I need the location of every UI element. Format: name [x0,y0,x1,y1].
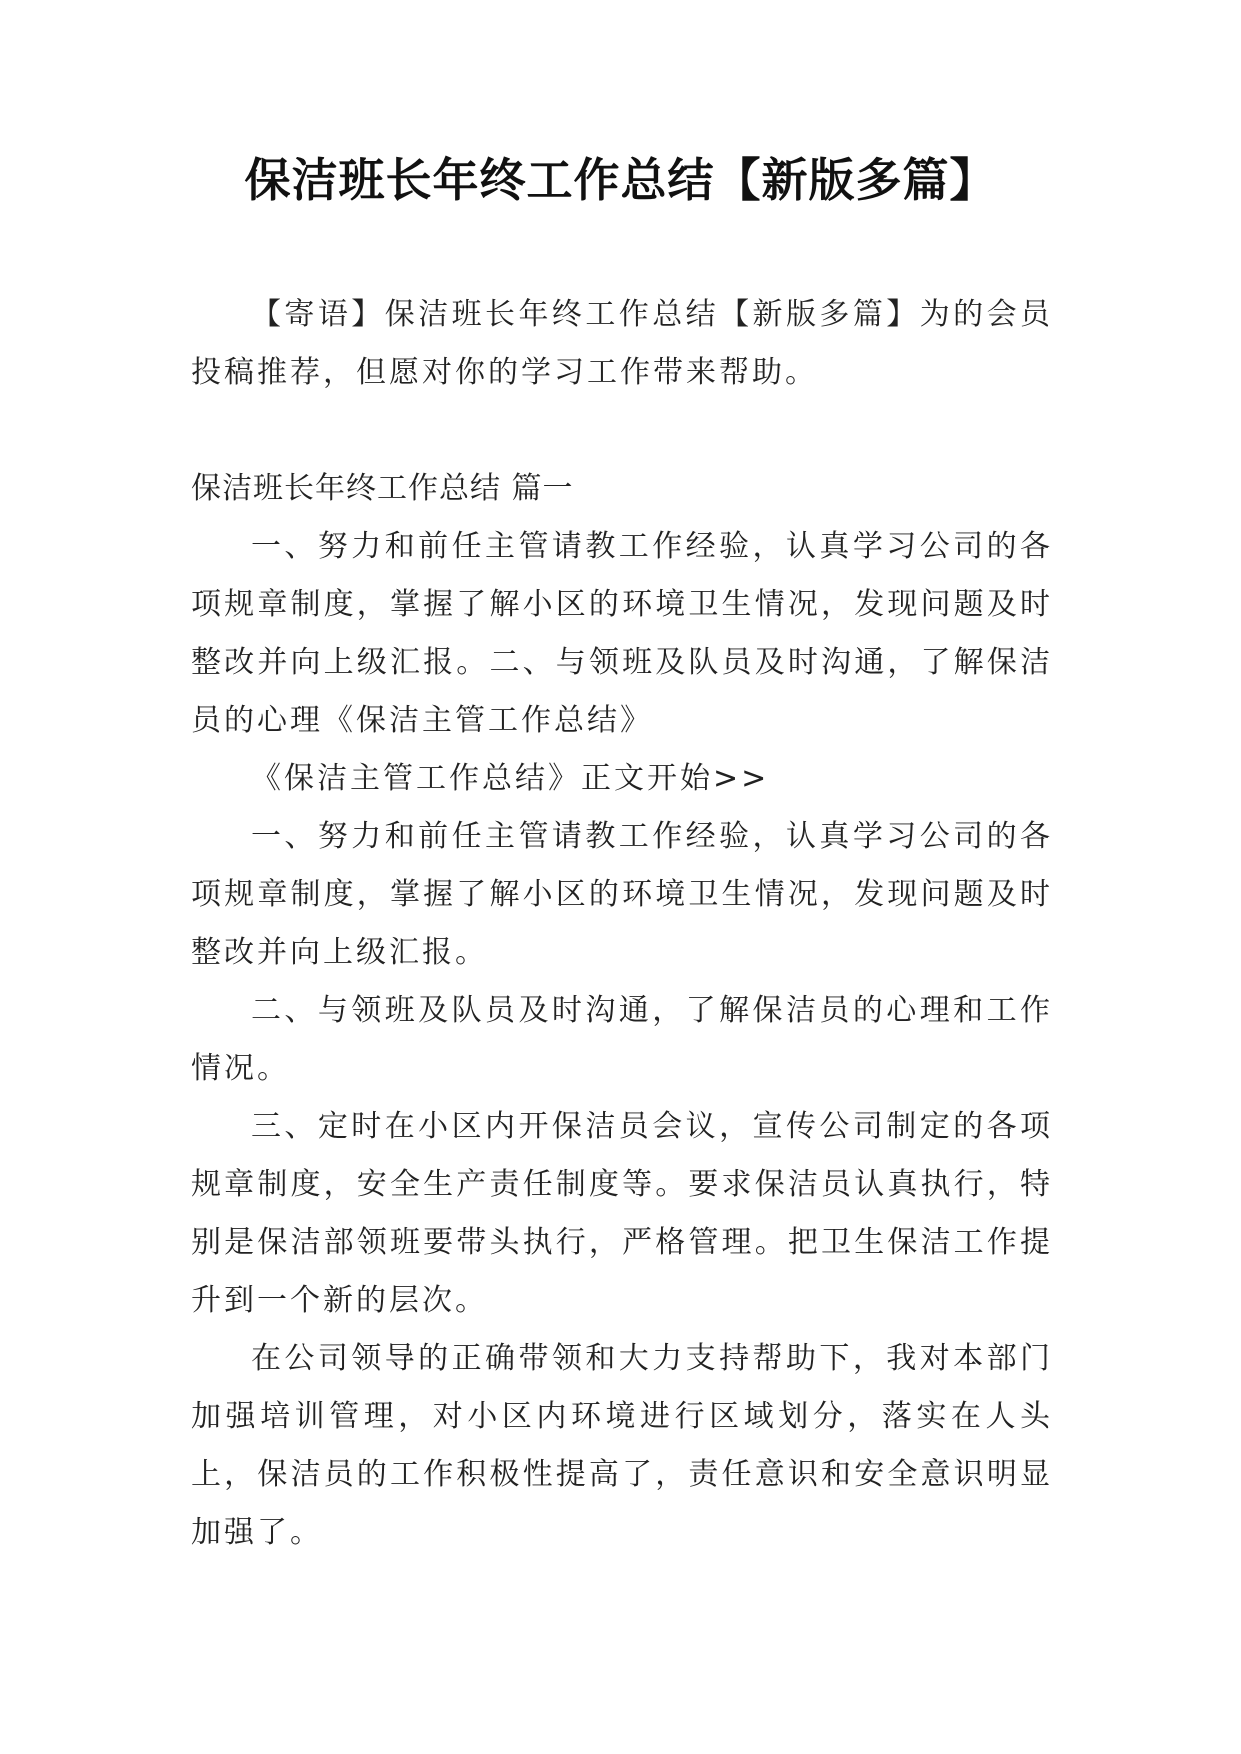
document-title: 保洁班长年终工作总结【新版多篇】 [244,153,997,207]
paragraph-spacer [191,402,1053,460]
body-paragraph: 三、定时在小区内开保洁员会议，宣传公司制定的各项规章制度，安全生产责任制度等。要求保洁员认真执行，特别是保洁部领班要带头执行，严格管理。把卫生保洁工作提升到一个新的层次。 [191,1109,1053,1318]
body-paragraph: 《保洁主管工作总结》正文开始>> [251,761,770,796]
body-paragraph: 一、努力和前任主管请教工作经验，认真学习公司的各项规章制度，掌握了解小区的环境卫生情况，发现问题及时整改并向上级汇报。二、与领班及队员及时沟通，了解保洁员的心理《保洁主管工作总结》 [191,529,1053,738]
body-paragraph: 二、与领班及队员及时沟通，了解保洁员的心理和工作情况。 [191,993,1053,1086]
body-paragraph: 一、努力和前任主管请教工作经验，认真学习公司的各项规章制度，掌握了解小区的环境卫生情况，发现问题及时整改并向上级汇报。 [191,819,1053,970]
section-heading: 保洁班长年终工作总结 篇一 [191,471,574,506]
document-body [191,286,1053,1562]
intro-paragraph: 【寄语】保洁班长年终工作总结【新版多篇】为的会员投稿推荐，但愿对你的学习工作带来帮助。 [191,297,1053,390]
body-paragraph: 在公司领导的正确带领和大力支持帮助下，我对本部门加强培训管理，对小区内环境进行区域划分，落实在人头上，保洁员的工作积极性提高了，责任意识和安全意识明显加强了。 [191,1341,1053,1550]
